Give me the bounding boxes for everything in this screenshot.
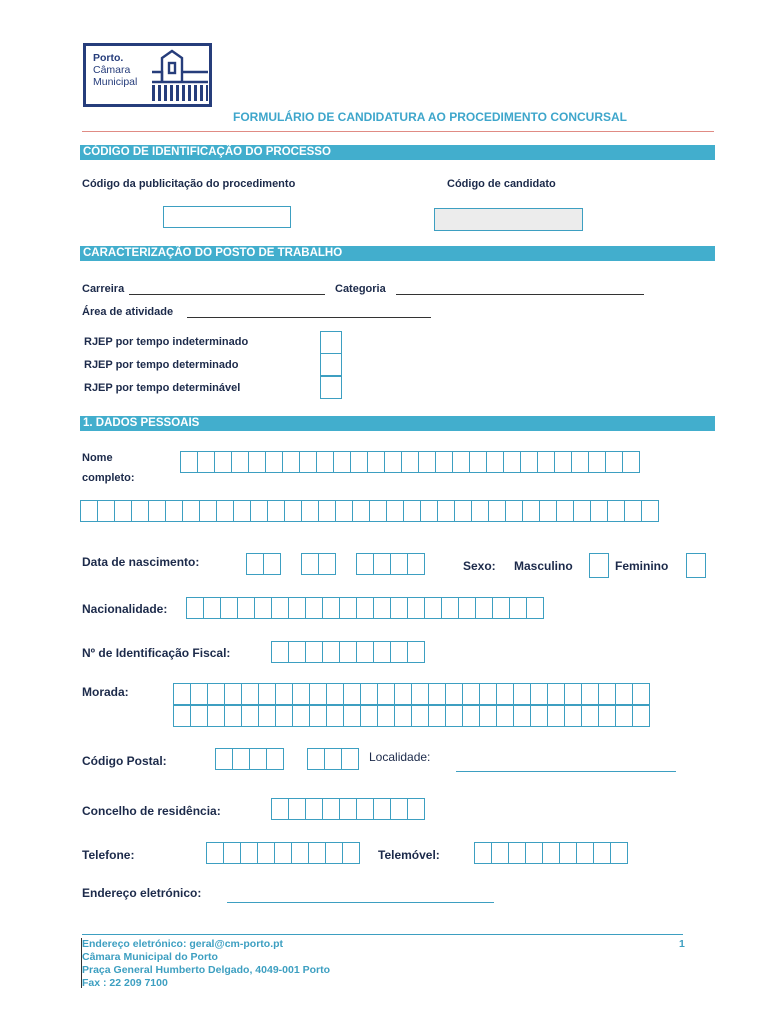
character-cell[interactable] — [190, 705, 208, 727]
county-cells[interactable] — [271, 798, 424, 820]
character-cell[interactable] — [249, 748, 267, 770]
character-cell[interactable] — [407, 553, 425, 575]
character-cell[interactable] — [350, 451, 368, 473]
character-cell[interactable] — [339, 641, 357, 663]
character-cell[interactable] — [326, 683, 344, 705]
phone-label: Telefone: — [82, 848, 135, 862]
character-cell[interactable] — [390, 641, 408, 663]
character-cell[interactable] — [97, 500, 115, 522]
mobile-cells[interactable] — [474, 842, 627, 864]
character-cell[interactable] — [403, 500, 421, 522]
birth-year-cells[interactable] — [356, 553, 424, 575]
character-cell[interactable] — [305, 798, 323, 820]
character-cell[interactable] — [308, 842, 326, 864]
character-cell[interactable] — [282, 451, 300, 473]
character-cell[interactable] — [486, 451, 504, 473]
character-cell[interactable] — [246, 553, 264, 575]
character-cell[interactable] — [284, 500, 302, 522]
character-cell[interactable] — [214, 451, 232, 473]
full-name-label-line1: Nome — [82, 452, 113, 464]
character-cell[interactable] — [479, 705, 497, 727]
character-cell[interactable] — [265, 451, 283, 473]
character-cell[interactable] — [182, 500, 200, 522]
character-cell[interactable] — [641, 500, 659, 522]
character-cell[interactable] — [474, 842, 492, 864]
character-cell[interactable] — [390, 597, 408, 619]
footer — [82, 938, 330, 990]
character-cell[interactable] — [248, 451, 266, 473]
character-cell[interactable] — [231, 451, 249, 473]
character-cell[interactable] — [556, 500, 574, 522]
character-cell[interactable] — [223, 842, 241, 864]
character-cell[interactable] — [186, 597, 204, 619]
logo-line-municipal: Municipal — [93, 76, 138, 88]
character-cell[interactable] — [479, 683, 497, 705]
character-cell[interactable] — [632, 683, 650, 705]
character-cell[interactable] — [241, 683, 259, 705]
character-cell[interactable] — [80, 500, 98, 522]
character-cell[interactable] — [199, 500, 217, 522]
character-cell[interactable] — [258, 705, 276, 727]
character-cell[interactable] — [537, 451, 555, 473]
character-cell[interactable] — [615, 683, 633, 705]
character-cell[interactable] — [581, 705, 599, 727]
character-cell[interactable] — [411, 683, 429, 705]
character-cell[interactable] — [324, 748, 342, 770]
character-cell[interactable] — [384, 451, 402, 473]
character-cell[interactable] — [554, 451, 572, 473]
full-name-cells-row1[interactable] — [180, 451, 639, 473]
character-cell[interactable] — [539, 500, 557, 522]
rjep-indeterminate-label: RJEP por tempo indeterminado — [84, 336, 249, 348]
character-cell[interactable] — [547, 705, 565, 727]
character-cell[interactable] — [588, 451, 606, 473]
character-cell[interactable] — [237, 597, 255, 619]
activity-area-label: Área de atividade — [82, 306, 174, 318]
character-cell[interactable] — [275, 683, 293, 705]
postal-code-main-cells[interactable] — [215, 748, 283, 770]
character-cell[interactable] — [207, 683, 225, 705]
full-name-label-line2: completo: — [82, 472, 135, 484]
character-cell[interactable] — [250, 500, 268, 522]
character-cell[interactable] — [356, 553, 374, 575]
character-cell[interactable] — [632, 705, 650, 727]
rjep-determinable-label: RJEP por tempo determinável — [84, 382, 241, 394]
publication-code-input[interactable] — [163, 206, 291, 228]
character-cell[interactable] — [318, 500, 336, 522]
character-cell[interactable] — [530, 683, 548, 705]
character-cell[interactable] — [220, 597, 238, 619]
logo-line-porto: Porto. — [93, 52, 124, 64]
character-cell[interactable] — [411, 705, 429, 727]
character-cell[interactable] — [492, 597, 510, 619]
character-cell[interactable] — [254, 597, 272, 619]
mobile-label: Telemóvel: — [378, 848, 440, 862]
sex-label: Sexo: — [463, 559, 496, 573]
character-cell[interactable] — [615, 705, 633, 727]
character-cell[interactable] — [394, 705, 412, 727]
character-cell[interactable] — [522, 500, 540, 522]
character-cell[interactable] — [148, 500, 166, 522]
character-cell[interactable] — [356, 798, 374, 820]
character-cell[interactable] — [266, 748, 284, 770]
character-cell[interactable] — [418, 451, 436, 473]
character-cell[interactable] — [322, 641, 340, 663]
character-cell[interactable] — [373, 798, 391, 820]
character-cell[interactable] — [305, 641, 323, 663]
phone-cells[interactable] — [206, 842, 359, 864]
character-cell[interactable] — [564, 705, 582, 727]
character-cell[interactable] — [341, 748, 359, 770]
character-cell[interactable] — [610, 842, 628, 864]
character-cell[interactable] — [424, 597, 442, 619]
character-cell[interactable] — [190, 683, 208, 705]
character-cell[interactable] — [407, 597, 425, 619]
category-label: Categoria — [335, 283, 386, 295]
character-cell[interactable] — [369, 500, 387, 522]
character-cell[interactable] — [454, 500, 472, 522]
character-cell[interactable] — [445, 705, 463, 727]
character-cell[interactable] — [263, 553, 281, 575]
character-cell[interactable] — [401, 451, 419, 473]
rjep-indeterminate-checkbox[interactable] — [320, 331, 342, 354]
character-cell[interactable] — [390, 798, 408, 820]
full-name-cells-row2[interactable] — [80, 500, 658, 522]
character-cell[interactable] — [420, 500, 438, 522]
section-header-personal-data: 1. DADOS PESSOAIS — [80, 416, 715, 431]
character-cell[interactable] — [530, 705, 548, 727]
character-cell[interactable] — [462, 705, 480, 727]
character-cell[interactable] — [435, 451, 453, 473]
character-cell[interactable] — [496, 705, 514, 727]
male-checkbox[interactable] — [589, 553, 609, 578]
character-cell[interactable] — [215, 748, 233, 770]
nif-cells[interactable] — [271, 641, 424, 663]
character-cell[interactable] — [491, 842, 509, 864]
character-cell[interactable] — [505, 500, 523, 522]
character-cell[interactable] — [581, 683, 599, 705]
character-cell[interactable] — [224, 705, 242, 727]
birth-month-cells[interactable] — [301, 553, 335, 575]
character-cell[interactable] — [542, 842, 560, 864]
camara-municipal-logo — [83, 43, 212, 107]
character-cell[interactable] — [301, 500, 319, 522]
character-cell[interactable] — [173, 705, 191, 727]
character-cell[interactable] — [292, 683, 310, 705]
character-cell[interactable] — [335, 500, 353, 522]
character-cell[interactable] — [377, 705, 395, 727]
character-cell[interactable] — [339, 597, 357, 619]
page-number: 1 — [679, 938, 685, 950]
character-cell[interactable] — [271, 641, 289, 663]
character-cell[interactable] — [343, 705, 361, 727]
nationality-label: Nacionalidade: — [82, 602, 168, 616]
character-cell[interactable] — [573, 500, 591, 522]
character-cell[interactable] — [207, 705, 225, 727]
address-cells-row1[interactable] — [173, 683, 649, 705]
character-cell[interactable] — [356, 641, 374, 663]
character-cell[interactable] — [437, 500, 455, 522]
character-cell[interactable] — [325, 842, 343, 864]
email-label: Endereço eletrónico: — [82, 886, 202, 900]
category-input[interactable] — [396, 294, 644, 295]
character-cell[interactable] — [343, 683, 361, 705]
character-cell[interactable] — [513, 705, 531, 727]
character-cell[interactable] — [598, 683, 616, 705]
female-checkbox[interactable] — [686, 553, 706, 578]
character-cell[interactable] — [271, 798, 289, 820]
character-cell[interactable] — [232, 748, 250, 770]
nif-label: Nº de Identificação Fiscal: — [82, 646, 231, 660]
character-cell[interactable] — [564, 683, 582, 705]
footer-fax: Fax : 22 209 7100 — [82, 977, 168, 989]
section-header-job: CARACTERIZAÇÃO DO POSTO DE TRABALHO — [80, 246, 715, 261]
character-cell[interactable] — [288, 798, 306, 820]
section-header-process-code: CÓDIGO DE IDENTIFICAÇÃO DO PROCESSO — [80, 145, 715, 160]
character-cell[interactable] — [373, 553, 391, 575]
career-input[interactable] — [129, 294, 325, 295]
character-cell[interactable] — [257, 842, 275, 864]
birth-date-label: Data de nascimento: — [82, 555, 200, 569]
character-cell[interactable] — [571, 451, 589, 473]
character-cell[interactable] — [503, 451, 521, 473]
character-cell[interactable] — [598, 705, 616, 727]
character-cell[interactable] — [288, 597, 306, 619]
character-cell[interactable] — [360, 705, 378, 727]
character-cell[interactable] — [407, 798, 425, 820]
character-cell[interactable] — [309, 683, 327, 705]
character-cell[interactable] — [509, 597, 527, 619]
character-cell[interactable] — [339, 798, 357, 820]
character-cell[interactable] — [197, 451, 215, 473]
character-cell[interactable] — [322, 798, 340, 820]
character-cell[interactable] — [131, 500, 149, 522]
character-cell[interactable] — [488, 500, 506, 522]
character-cell[interactable] — [373, 597, 391, 619]
character-cell[interactable] — [292, 705, 310, 727]
footer-email: Endereço eletrónico: geral@cm-porto.pt — [82, 938, 284, 950]
postal-code-label: Código Postal: — [82, 754, 167, 768]
character-cell[interactable] — [333, 451, 351, 473]
character-cell[interactable] — [593, 842, 611, 864]
male-label: Masculino — [514, 559, 573, 573]
logo-line-camara: Câmara — [93, 64, 131, 76]
character-cell[interactable] — [624, 500, 642, 522]
character-cell[interactable] — [367, 451, 385, 473]
postal-code-suffix-cells[interactable] — [307, 748, 358, 770]
character-cell[interactable] — [386, 500, 404, 522]
character-cell[interactable] — [288, 641, 306, 663]
character-cell[interactable] — [469, 451, 487, 473]
rjep-determinate-checkbox[interactable] — [320, 353, 342, 376]
character-cell[interactable] — [114, 500, 132, 522]
city-hall-icon — [150, 49, 210, 105]
character-cell[interactable] — [525, 842, 543, 864]
character-cell[interactable] — [508, 842, 526, 864]
character-cell[interactable] — [622, 451, 640, 473]
character-cell[interactable] — [590, 500, 608, 522]
female-label: Feminino — [615, 559, 669, 573]
character-cell[interactable] — [394, 683, 412, 705]
locality-label: Localidade: — [369, 750, 431, 764]
email-input[interactable] — [227, 902, 494, 903]
character-cell[interactable] — [326, 705, 344, 727]
title-divider — [82, 131, 714, 132]
character-cell[interactable] — [360, 683, 378, 705]
character-cell[interactable] — [291, 842, 309, 864]
character-cell[interactable] — [233, 500, 251, 522]
character-cell[interactable] — [576, 842, 594, 864]
character-cell[interactable] — [390, 553, 408, 575]
character-cell[interactable] — [322, 597, 340, 619]
career-label: Carreira — [82, 283, 125, 295]
character-cell[interactable] — [309, 705, 327, 727]
candidate-code-input[interactable] — [434, 208, 583, 231]
character-cell[interactable] — [305, 597, 323, 619]
birth-day-cells[interactable] — [246, 553, 280, 575]
character-cell[interactable] — [224, 683, 242, 705]
character-cell[interactable] — [275, 705, 293, 727]
character-cell[interactable] — [206, 842, 224, 864]
character-cell[interactable] — [356, 597, 374, 619]
character-cell[interactable] — [559, 842, 577, 864]
footer-address: Praça General Humberto Delgado, 4049-001 Porto — [82, 964, 331, 976]
character-cell[interactable] — [520, 451, 538, 473]
character-cell[interactable] — [445, 683, 463, 705]
character-cell[interactable] — [307, 748, 325, 770]
character-cell[interactable] — [547, 683, 565, 705]
address-label: Morada: — [82, 685, 129, 699]
character-cell[interactable] — [342, 842, 360, 864]
character-cell[interactable] — [173, 683, 191, 705]
character-cell[interactable] — [452, 451, 470, 473]
character-cell[interactable] — [301, 553, 319, 575]
character-cell[interactable] — [607, 500, 625, 522]
character-cell[interactable] — [471, 500, 489, 522]
character-cell[interactable] — [496, 683, 514, 705]
character-cell[interactable] — [373, 641, 391, 663]
publication-code-label: Código da publicitação do procedimento — [82, 178, 296, 190]
character-cell[interactable] — [180, 451, 198, 473]
character-cell[interactable] — [241, 705, 259, 727]
character-cell[interactable] — [240, 842, 258, 864]
nationality-cells[interactable] — [186, 597, 543, 619]
character-cell[interactable] — [165, 500, 183, 522]
form-title: FORMULÁRIO DE CANDIDATURA AO PROCEDIMENTO CONCURSAL — [233, 110, 627, 124]
candidate-code-label: Código de candidato — [447, 178, 556, 190]
character-cell[interactable] — [352, 500, 370, 522]
character-cell[interactable] — [441, 597, 459, 619]
character-cell[interactable] — [316, 451, 334, 473]
character-cell[interactable] — [475, 597, 493, 619]
character-cell[interactable] — [377, 683, 395, 705]
character-cell[interactable] — [428, 705, 446, 727]
character-cell[interactable] — [513, 683, 531, 705]
character-cell[interactable] — [458, 597, 476, 619]
character-cell[interactable] — [258, 683, 276, 705]
rjep-determinate-label: RJEP por tempo determinado — [84, 359, 239, 371]
character-cell[interactable] — [462, 683, 480, 705]
address-cells-row2[interactable] — [173, 705, 649, 727]
character-cell[interactable] — [428, 683, 446, 705]
rjep-determinable-checkbox[interactable] — [320, 376, 342, 399]
character-cell[interactable] — [299, 451, 317, 473]
character-cell[interactable] — [274, 842, 292, 864]
footer-organization: Câmara Municipal do Porto — [82, 951, 218, 963]
character-cell[interactable] — [605, 451, 623, 473]
character-cell[interactable] — [318, 553, 336, 575]
character-cell[interactable] — [271, 597, 289, 619]
character-cell[interactable] — [203, 597, 221, 619]
footer-divider — [82, 934, 683, 935]
character-cell[interactable] — [407, 641, 425, 663]
locality-input[interactable] — [456, 771, 676, 772]
activity-area-input[interactable] — [187, 317, 431, 318]
character-cell[interactable] — [267, 500, 285, 522]
county-label: Concelho de residência: — [82, 804, 221, 818]
character-cell[interactable] — [526, 597, 544, 619]
character-cell[interactable] — [216, 500, 234, 522]
